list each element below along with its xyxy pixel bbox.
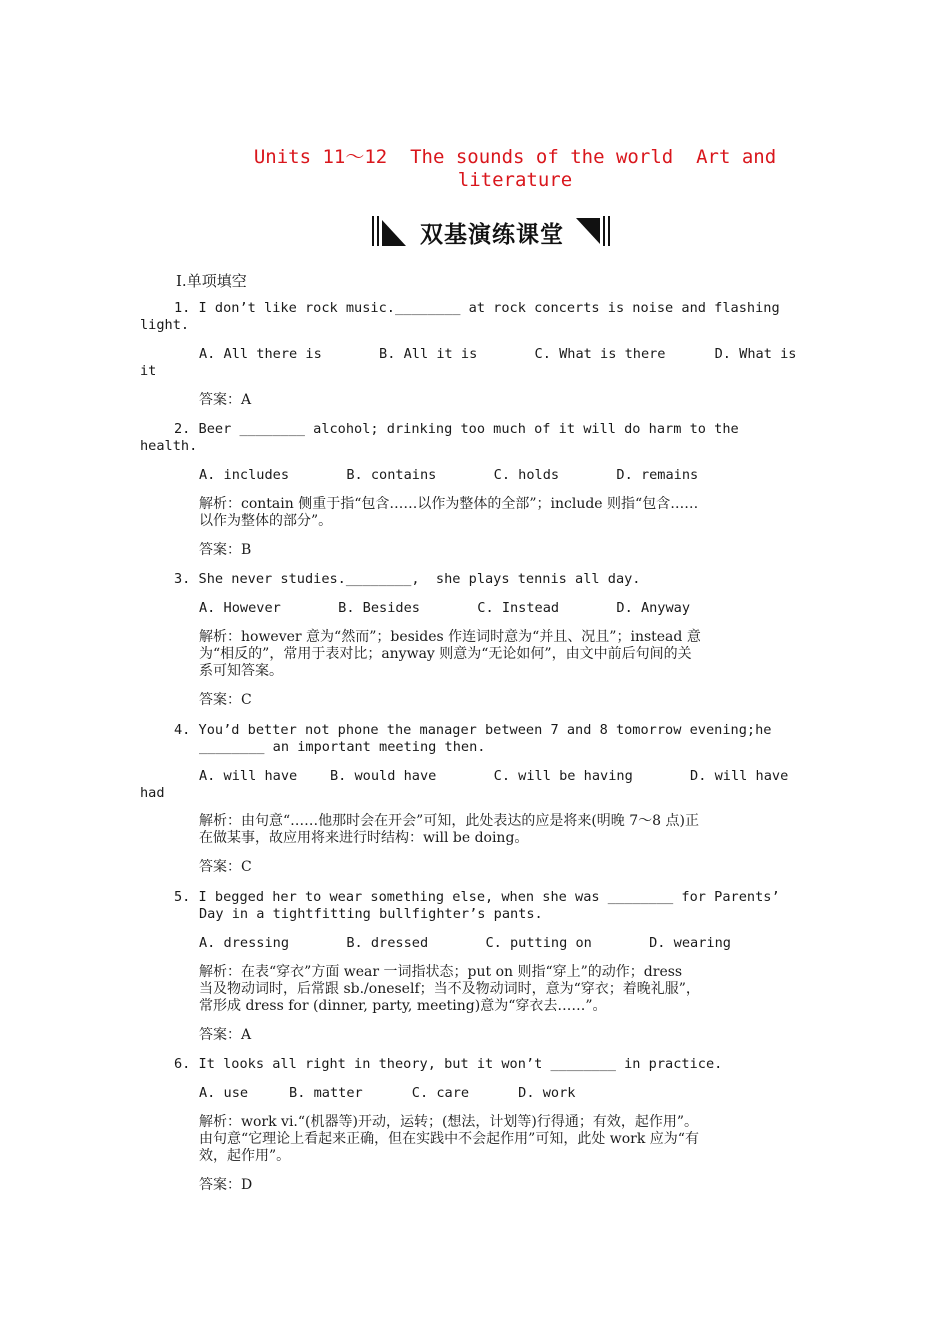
banner-title: 双基演练课堂 — [420, 222, 564, 248]
question-2-explanation-2: 以作为整体的部分”。 — [199, 513, 333, 529]
question-2-explanation-1: 解析：contain 侧重于指“包含……以作为整体的全部”；include 则指“包含…… — [199, 496, 699, 512]
question-5-explanation-2: 当及物动词时，后常跟 sb./oneself；当不及物动词时，意为“穿衣；着晚礼服”， — [199, 981, 700, 997]
question-6-line-1: 6. It looks all right in theory, but it won’t ________ in practice. — [174, 1056, 723, 1072]
question-4-options-cont: had — [140, 785, 165, 801]
title-line-2: literature — [457, 169, 573, 191]
question-3-explanation-3: 系可知答案。 — [199, 663, 283, 679]
question-6-explanation-3: 效，起作用”。 — [199, 1148, 291, 1164]
title-line-1: Units 11～12 The sounds of the world Art and — [253, 146, 777, 168]
question-2-line-1: 2. Beer ________ alcohol; drinking too much of it will do harm to the — [174, 421, 739, 437]
question-5-options: A. dressing B. dressed C. putting on D. wearing — [199, 935, 731, 951]
question-4-explanation-1: 解析：由句意“……他那时会在开会”可知，此处表达的应是将来(明晚 7～8 点)正 — [199, 813, 699, 829]
section-banner — [370, 212, 612, 250]
question-4-answer: 答案：C — [199, 859, 252, 875]
question-3-explanation-1: 解析：however 意为“然而”；besides 作连词时意为“并且、况且”；instead 意 — [199, 629, 701, 645]
question-4-line-1: 4. You’d better not phone the manager between 7 and 8 tomorrow evening;he — [174, 722, 772, 738]
question-3-answer: 答案：C — [199, 692, 252, 708]
question-4-explanation-2: 在做某事，故应用将来进行时结构：will be doing。 — [199, 830, 529, 846]
question-5-answer: 答案：A — [199, 1027, 252, 1043]
question-1-line-1: 1. I don’t like rock music.________ at rock concerts is noise and flashing — [174, 300, 780, 316]
question-1-answer: 答案：A — [199, 392, 252, 408]
question-5-explanation-3: 常形成 dress for (dinner, party, meeting)意为“穿衣去……”。 — [199, 998, 607, 1014]
question-6-explanation-2: 由句意“它理论上看起来正确，但在实践中不会起作用”可知，此处 work 应为“有 — [199, 1131, 699, 1147]
question-2-options: A. includes B. contains C. holds D. remains — [199, 467, 699, 483]
question-6-options: A. use B. matter C. care D. work — [199, 1085, 576, 1101]
question-3-line-1: 3. She never studies.________, she plays tennis all day. — [174, 571, 641, 587]
question-3-explanation-2: 为“相反的”，常用于表对比；anyway 则意为“无论如何”，由文中前后句间的关 — [199, 646, 692, 662]
question-6-explanation-1: 解析：work vi.“(机器等)开动，运转；(想法，计划等)行得通；有效，起作用”。 — [199, 1114, 699, 1130]
question-3-options: A. However B. Besides C. Instead D. Anyway — [199, 600, 691, 616]
question-6-answer: 答案：D — [199, 1177, 253, 1193]
question-2-answer: 答案：B — [199, 542, 252, 558]
question-1-options-cont: it — [140, 363, 157, 379]
question-4-line-2: ________ an important meeting then. — [199, 739, 486, 755]
section-heading: Ⅰ.单项填空 — [176, 272, 247, 290]
question-4-options: A. will have B. would have C. will be having D. will have — [199, 768, 789, 784]
question-5-line-1: 5. I begged her to wear something else, when she was ________ for Parents’ — [174, 889, 780, 905]
question-5-line-2: Day in a tightfitting bullfighter’s pants. — [199, 906, 543, 922]
question-2-line-2: health. — [140, 438, 198, 454]
question-1-line-2: light. — [140, 317, 190, 333]
question-1-options: A. All there is B. All it is C. What is there D. What is — [199, 346, 797, 362]
document-title — [140, 146, 890, 192]
question-5-explanation-1: 解析：在表“穿衣”方面 wear 一词指状态；put on 则指“穿上”的动作；dress — [199, 964, 683, 980]
